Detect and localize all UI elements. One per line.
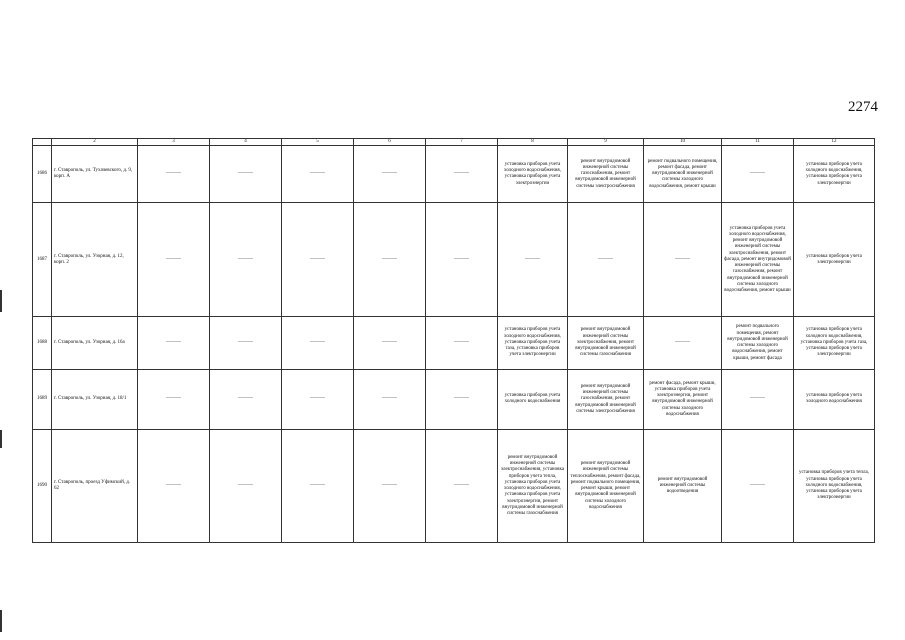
row-number: 1688 <box>33 317 52 369</box>
table-row <box>33 203 875 317</box>
address-cell: г. Ставрополь, ул. Узорная, д. 16а <box>52 317 138 369</box>
dash-cell: ——— <box>722 369 794 429</box>
dash-cell: ——— <box>282 203 354 317</box>
header-cell <box>33 139 52 146</box>
dash-cell: ——— <box>210 203 282 317</box>
capital-repair-table <box>32 138 875 543</box>
table-row <box>33 146 875 203</box>
work-cell-col8: установка приборов учета холодного водоснабжения, установка приборов учета газа, установка приборов учета электроэнергии <box>498 317 568 369</box>
header-cell: 11 <box>722 139 794 146</box>
dash-cell: ——— <box>282 146 354 203</box>
work-cell-col8: установка приборов учета холодного водоснабжения <box>498 369 568 429</box>
row-number: 1689 <box>33 369 52 429</box>
work-cell-col9: ремонт внутридомовой инженерной системы газоснабжения, ремонт внутридомовой инженерной системы электроснабжения <box>568 146 644 203</box>
address-cell: г. Ставрополь, ул. Узорная, д. 12, корп. 2 <box>52 203 138 317</box>
work-cell-col8: установка приборов учета холодного водоснабжения, установка приборов учета электроэнергии <box>498 146 568 203</box>
dash-cell: ——— <box>138 369 210 429</box>
scan-edge-mark <box>0 430 2 448</box>
work-cell-col11: установка приборов учета холодного водоснабжения, ремонт внутридомовой инженерной системы электроснабжения, ремонт фасада, ремонт внутридомовой инженерной системы газоснабжения, ремонт внутридомовой инженерной системы холодного водоснабжения, ремонт крыши <box>722 203 794 317</box>
dash-cell: ——— <box>426 146 498 203</box>
table-row <box>33 430 875 543</box>
dash-cell: ——— <box>644 203 722 317</box>
row-number: 1687 <box>33 203 52 317</box>
dash-cell: ——— <box>498 203 568 317</box>
dash-cell: ——— <box>426 430 498 543</box>
dash-cell: ——— <box>210 430 282 543</box>
table-row <box>33 369 875 429</box>
header-cell: 7 <box>426 139 498 146</box>
work-cell-col10: ремонт внутридомовой инженерной системы водоотведения <box>644 430 722 543</box>
dash-cell: ——— <box>354 146 426 203</box>
dash-cell: ——— <box>426 203 498 317</box>
header-cell: 12 <box>794 139 875 146</box>
header-cell: 3 <box>138 139 210 146</box>
header-cell: 8 <box>498 139 568 146</box>
work-cell-col10: ремонт фасада, ремонт крыши, установка приборов учета электроэнергии, ремонт внутридомовой инженерной системы холодного водоснабжения <box>644 369 722 429</box>
dash-cell: ——— <box>354 203 426 317</box>
dash-cell: ——— <box>282 317 354 369</box>
header-cell: 2 <box>52 139 138 146</box>
dash-cell: ——— <box>138 203 210 317</box>
row-number: 1690 <box>33 430 52 543</box>
dash-cell: ——— <box>210 146 282 203</box>
dash-cell: ——— <box>282 430 354 543</box>
work-cell-col8: ремонт внутридомовой инженерной системы электроснабжения, установка приборов учета тепла, установка приборов учета холодного водоснабжения, установка приборов учета электроэнергии, ремонт внутридомовой инженерной системы газоснабжения <box>498 430 568 543</box>
dash-cell: ——— <box>210 317 282 369</box>
row-number: 1686 <box>33 146 52 203</box>
dash-cell: ——— <box>568 203 644 317</box>
dash-cell: ——— <box>138 317 210 369</box>
work-cell-col10: ремонт подвального помещения, ремонт фасада, ремонт внутридомовой инженерной системы холодного водоснабжения, ремонт крыши <box>644 146 722 203</box>
work-cell-col9: ремонт внутридомовой инженерной системы газоснабжения, ремонт внутридомовой инженерной системы электроснабжения <box>568 369 644 429</box>
dash-cell: ——— <box>354 430 426 543</box>
dash-cell: ——— <box>354 317 426 369</box>
work-cell-col9: ремонт внутридомовой инженерной системы электроснабжения, ремонт внутридомовой инженерной системы газоснабжения <box>568 317 644 369</box>
work-cell-col12: установка приборов учета холодного водоснабжения, установка приборов учета газа, установка приборов учета электроэнергии <box>794 317 875 369</box>
dash-cell: ——— <box>722 430 794 543</box>
work-cell-col12: установка приборов учета тепла, установка приборов учета холодного водоснабжения, установка приборов учета электроэнергии <box>794 430 875 543</box>
header-cell: 9 <box>568 139 644 146</box>
header-cell: 10 <box>644 139 722 146</box>
dash-cell: ——— <box>426 317 498 369</box>
dash-cell: ——— <box>138 146 210 203</box>
table-row <box>33 317 875 369</box>
header-cell: 6 <box>354 139 426 146</box>
dash-cell: ——— <box>426 369 498 429</box>
column-number-row <box>33 139 875 146</box>
header-cell: 4 <box>210 139 282 146</box>
address-cell: г. Ставрополь, проезд Уфимский, д. 62 <box>52 430 138 543</box>
address-cell: г. Ставрополь, ул. Узорная, д. 18/1 <box>52 369 138 429</box>
dash-cell: ——— <box>210 369 282 429</box>
page-number: 2274 <box>848 99 878 115</box>
work-cell-col9: ремонт внутридомовой инженерной системы теплоснабжения, ремонт фасада, ремонт подвального помещения, ремонт крыши, ремонт внутридомовой инженерной системы холодного водоснабжения <box>568 430 644 543</box>
work-cell-col12: установка приборов учета холодного водоснабжения <box>794 369 875 429</box>
dash-cell: ——— <box>354 369 426 429</box>
work-cell-col12: установка приборов учета холодного водоснабжения, установка приборов учета электроэнергии <box>794 146 875 203</box>
scan-edge-mark <box>0 610 2 632</box>
address-cell: г. Ставрополь, ул. Тухачевского, д. 9, корп. А <box>52 146 138 203</box>
dash-cell: ——— <box>282 369 354 429</box>
work-cell-col12: установка приборов учета электроэнергии <box>794 203 875 317</box>
dash-cell: ——— <box>138 430 210 543</box>
work-cell-col11: ремонт подвального помещения, ремонт внутридомовой инженерной системы холодного водоснабжения, ремонт крыши, ремонт фасада <box>722 317 794 369</box>
scan-edge-mark <box>0 290 2 312</box>
header-cell: 5 <box>282 139 354 146</box>
dash-cell: ——— <box>722 146 794 203</box>
dash-cell: ——— <box>644 317 722 369</box>
